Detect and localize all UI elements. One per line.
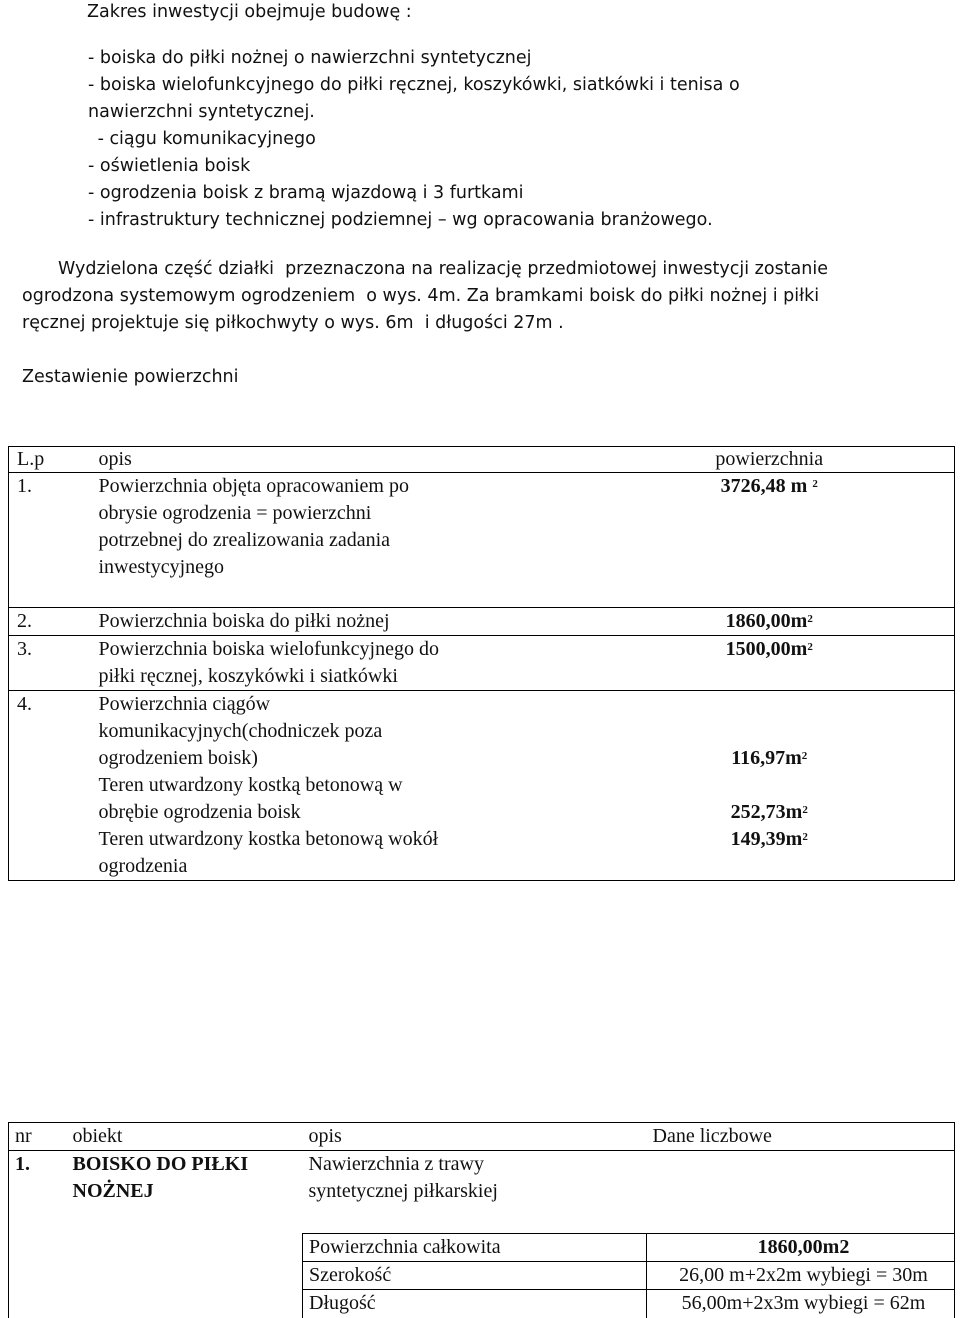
scope-item: - ciągu komunikacyjnego [92,129,316,149]
row-number: 1. [9,473,91,608]
row-data-empty [647,1151,955,1234]
detail-value: 56,00m+2x3m wybiegi = 62m [647,1290,955,1318]
row-description: Powierzchnia boiska do piłki nożnej [91,608,577,636]
col-header-dane: Dane liczbowe [647,1123,955,1151]
detail-row [9,1290,955,1318]
col-header-opis: opis [91,447,577,473]
table-row [9,1151,955,1234]
row-description: Powierzchnia objęta opracowaniem po obrysie ogrodzenia = powierzchni potrzebnej do zrealizowania zadania inwestycyjnego [98,475,409,578]
table-header-row [9,1123,955,1151]
section-title: Zestawienie powierzchni [22,367,239,387]
detail-row [9,1234,955,1262]
row-description: Powierzchnia boiska wielofunkcyjnego do piłki ręcznej, koszykówki i siatkówki [91,636,577,691]
empty-cell [9,1262,67,1290]
empty-cell [67,1234,303,1262]
paragraph-line: ogrodzona systemowym ogrodzeniem o wys. 4m. Za bramkami boisk do piłki nożnej i piłki [22,286,820,306]
area-summary-table [8,446,955,881]
row-number: 3. [9,636,91,691]
empty-cell [67,1290,303,1318]
empty-cell [9,1290,67,1318]
object-data-table [8,1122,955,1318]
detail-label: Powierzchnia całkowita [303,1234,647,1262]
row-value: $116,97m^2$ $252,73m^2$ $149,39m^2$ [577,691,955,881]
table-row [9,608,955,636]
detail-value: 1860,00m2 [647,1234,955,1262]
scope-item: - ogrodzenia boisk z bramą wjazdową i 3 furtkami [88,183,524,203]
scope-item: - oświetlenia boisk [88,156,251,176]
detail-label: Długość [303,1290,647,1318]
row-number: 4. [9,691,91,881]
row-value: $1500,00m^2$ [577,636,955,691]
scope-item: nawierzchni syntetycznej. [88,102,315,122]
row-value: $1860,00m^2$ [577,608,955,636]
empty-cell [67,1262,303,1290]
paragraph-line: ręcznej projektuje się piłkochwyty o wys. 6m i długości 27m . [22,313,564,333]
col-header-opis: opis [303,1123,647,1151]
col-header-powierzchnia: powierzchnia [577,447,955,473]
scope-heading: Zakres inwestycji obejmuje budowę : [87,2,412,22]
row-description: Nawierzchnia z trawy syntetycznej piłkarskiej [308,1153,498,1202]
col-header-obiekt: obiekt [67,1123,303,1151]
row-description: Powierzchnia ciągów komunikacyjnych(chodniczek poza ogrodzeniem boisk) Teren utwardzony kostką betonową w obrębie ogrodzenia boisk Teren utwardzony kostka betonową wokół ogrodzenia [91,691,577,881]
scope-item: - boiska wielofunkcyjnego do piłki ręcznej, koszykówki, siatkówki i tenisa o [88,75,740,95]
row-number: 1. [9,1151,67,1234]
table-header-row [9,447,955,473]
detail-value: 26,00 m+2x2m wybiegi = 30m [647,1262,955,1290]
detail-label: Szerokość [303,1262,647,1290]
row-value: 3726,48 m $^2$ [577,473,955,608]
row-object: BOISKO DO PIŁKI NOŻNEJ [72,1153,249,1202]
table-row [9,473,955,608]
detail-row [9,1262,955,1290]
col-header-lp: L.p [9,447,91,473]
empty-cell [9,1234,67,1262]
scope-item: - infrastruktury technicznej podziemnej – wg opracowania branżowego. [88,210,713,230]
row-number: 2. [9,608,91,636]
paragraph-line: Wydzielona część działki przeznaczona na realizację przedmiotowej inwestycji zostanie [58,259,828,279]
table-row [9,636,955,691]
scope-item: - boiska do piłki nożnej o nawierzchni syntetycznej [88,48,532,68]
col-header-nr: nr [9,1123,67,1151]
table-row [9,691,955,881]
